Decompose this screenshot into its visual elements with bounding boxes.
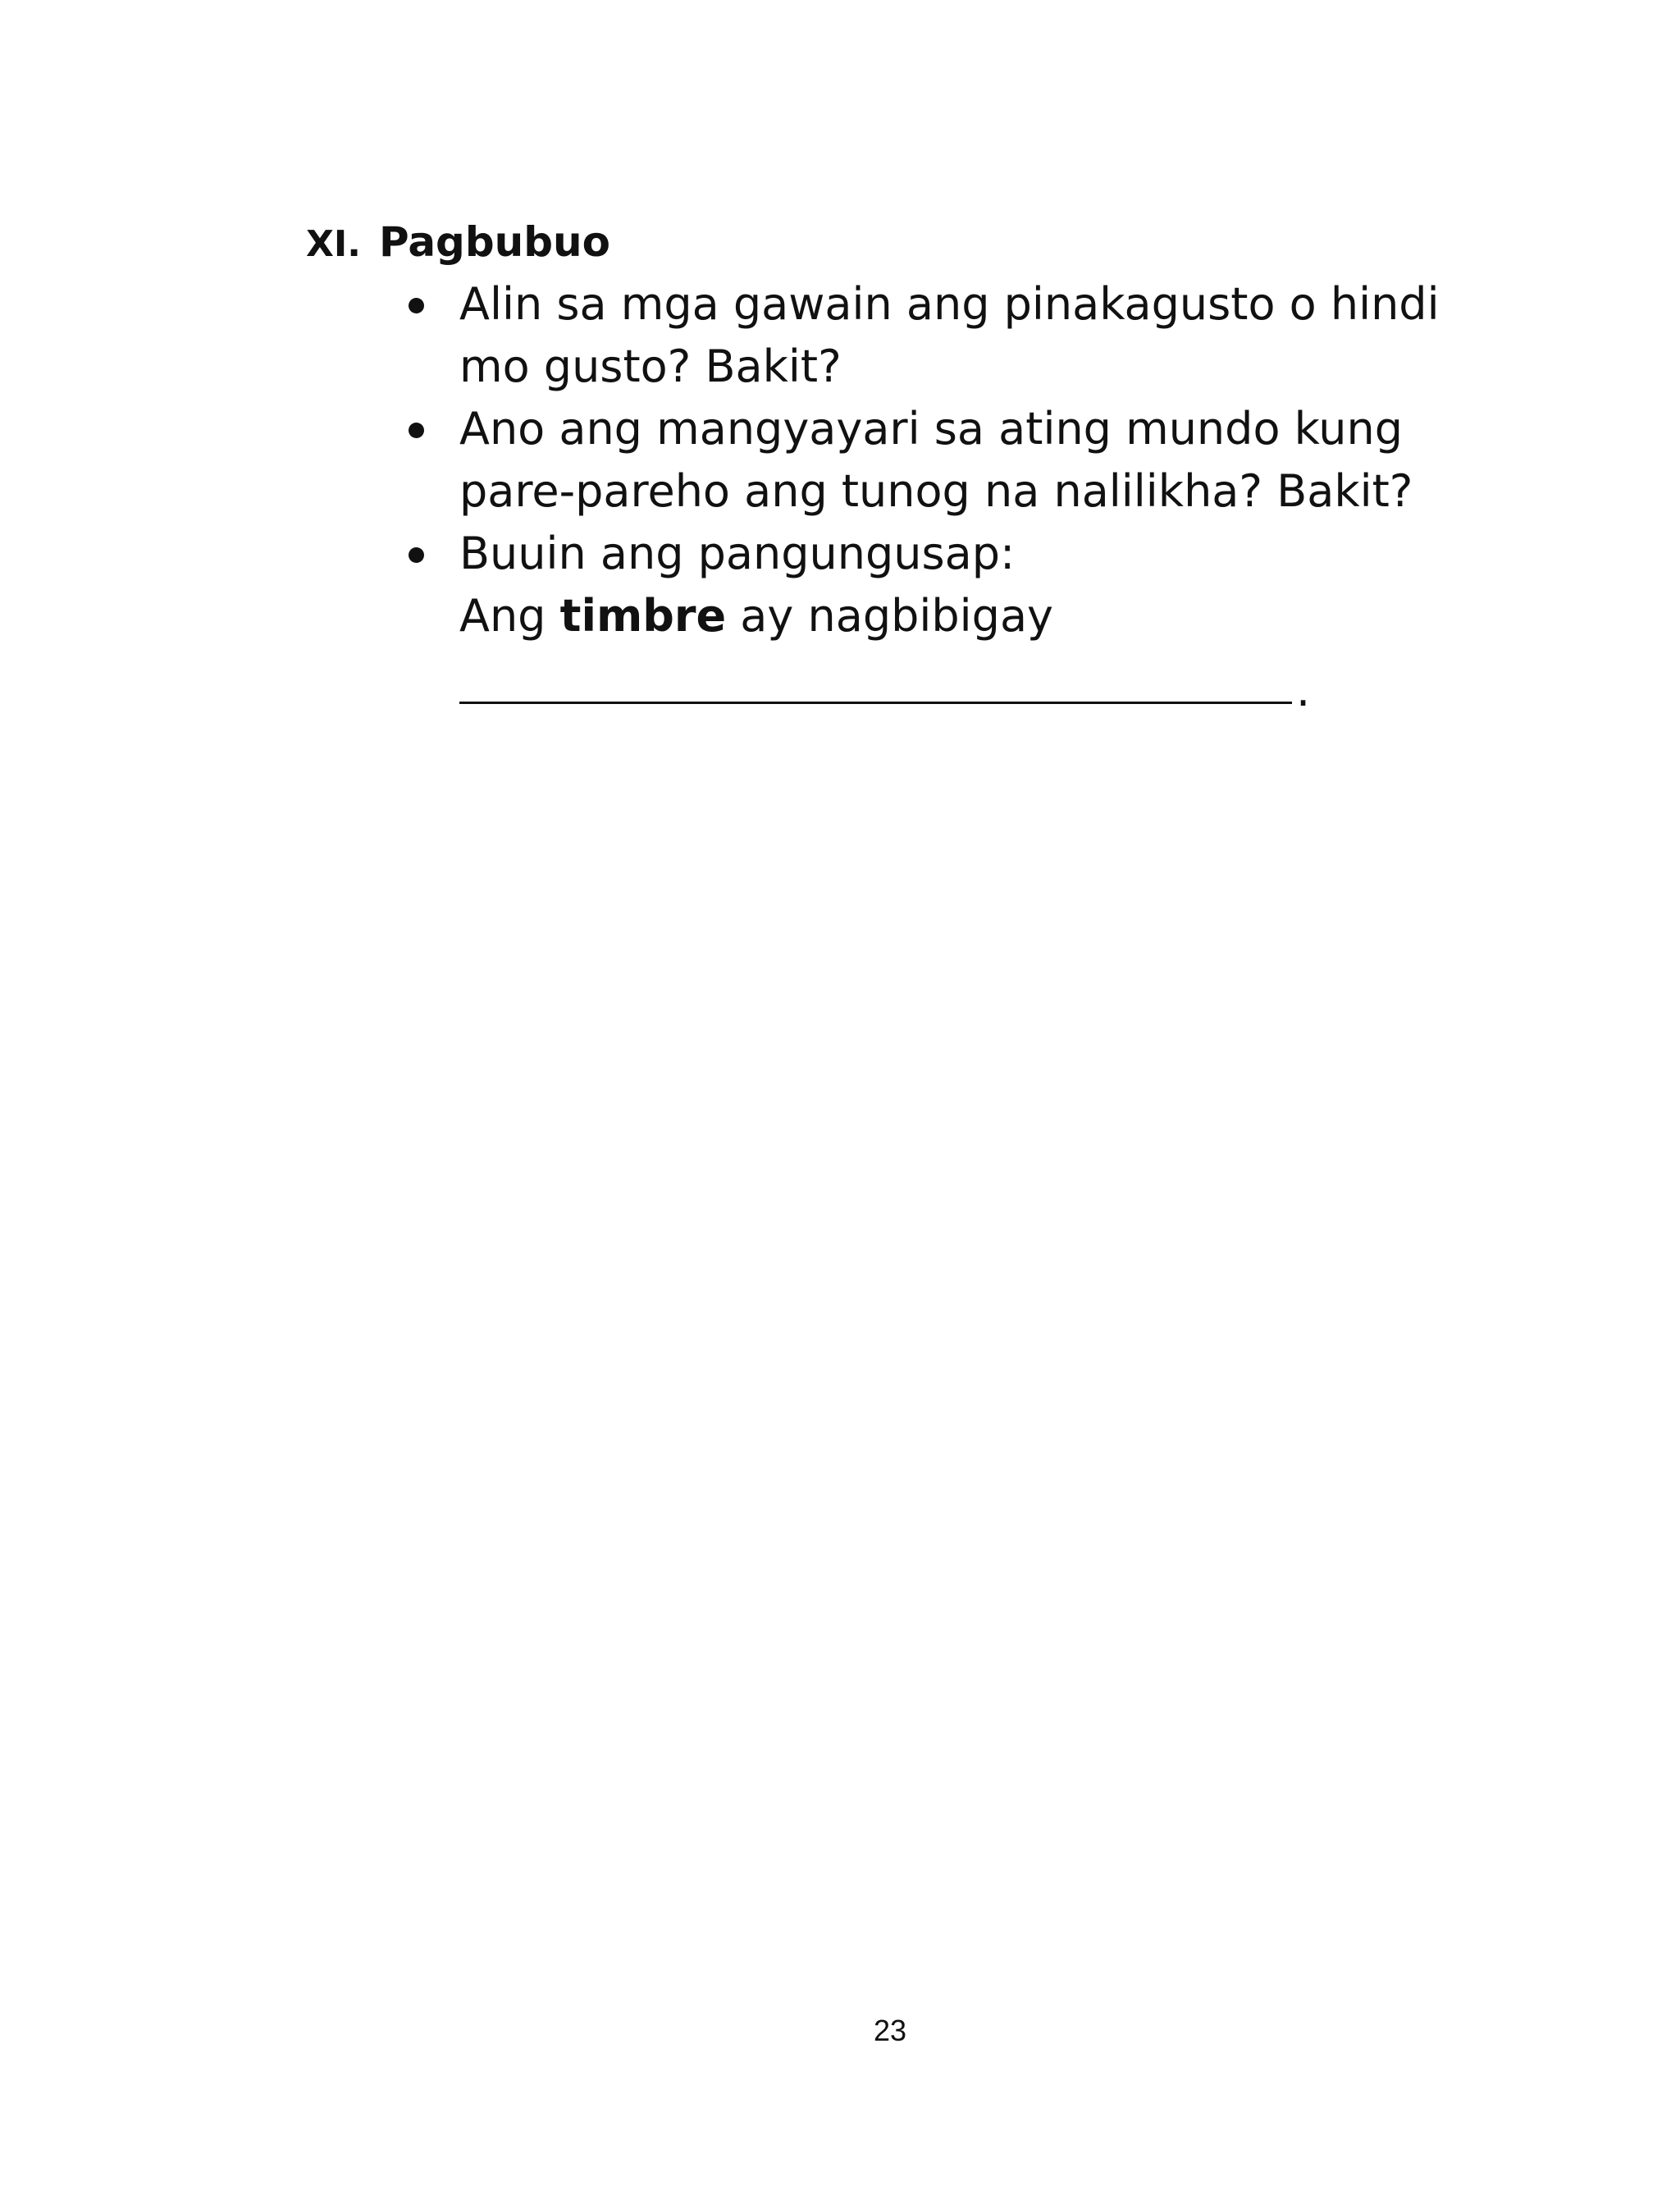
- bullet-icon: [409, 547, 424, 563]
- section-title: Pagbubuo: [379, 218, 610, 266]
- section-numeral: XI.: [306, 223, 362, 265]
- question-line: mo gusto? Bakit?: [459, 341, 842, 392]
- question-list: [402, 273, 1485, 716]
- question-line: Ano ang mangyayari sa ating mundo kung: [459, 403, 1403, 455]
- answer-blank-period: .: [1296, 665, 1311, 716]
- bullet-icon: [409, 423, 424, 438]
- page-number: 23: [873, 2014, 907, 2047]
- answer-blank-line: [459, 702, 1292, 704]
- bullet-icon: [409, 298, 424, 313]
- question-line: pare-pareho ang tunog na nalilikha? Bakit?: [459, 465, 1413, 517]
- list-item: [402, 523, 1485, 716]
- section-heading: [306, 215, 610, 272]
- sentence-prefix: Ang: [459, 590, 546, 642]
- instruction-line: Buuin ang pangungusap:: [459, 528, 1016, 579]
- sentence-prompt: [459, 585, 1485, 647]
- list-item: [402, 398, 1485, 523]
- answer-blank[interactable]: [459, 647, 1485, 716]
- question-line: Alin sa mga gawain ang pinakagusto o hindi: [459, 278, 1440, 330]
- sentence-term: timbre: [559, 590, 727, 642]
- list-item: [402, 273, 1485, 398]
- sentence-suffix: ay nagbibigay: [740, 590, 1053, 642]
